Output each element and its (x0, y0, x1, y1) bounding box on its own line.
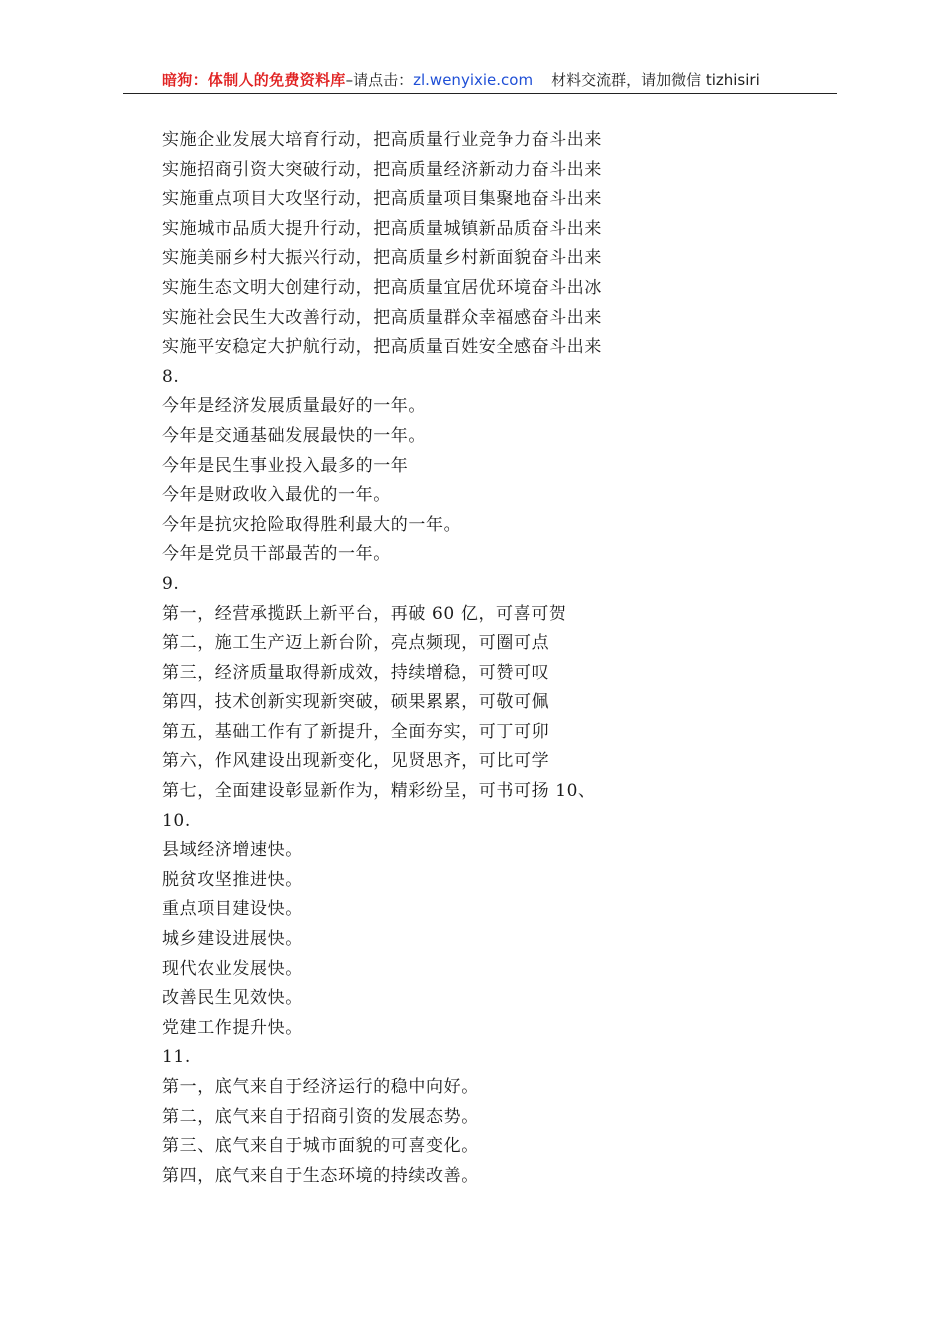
text-line: 县域经济增速快。 (162, 840, 303, 861)
text-line: 今年是抗灾抢险取得胜利最大的一年。 (162, 514, 462, 535)
section-11 (162, 1043, 882, 1191)
text-line: 实施企业发展大培育行动，把高质量行业竞争力奋斗出来 (162, 130, 602, 150)
text-line: 第一，底气来自于经济运行的稳中向好。 (162, 1077, 479, 1097)
header-contact: 材料交流群，请加微信 tizhisiri (551, 71, 760, 89)
text-line: 今年是民生事业投入最多的一年 (162, 455, 409, 476)
text-line: 今年是交通基础发展最快的一年。 (162, 425, 426, 446)
text-line: 今年是经济发展质量最好的一年。 (162, 396, 426, 417)
section-number: 11. (162, 1047, 191, 1068)
text-line: 现代农业发展快。 (162, 958, 303, 979)
text-line: 第五，基础工作有了新提升，全面夯实，可丁可卯 (162, 721, 550, 742)
section-10 (162, 807, 882, 1044)
text-line: 实施美丽乡村大振兴行动，把高质量乡村新面貌奋斗出来 (162, 248, 602, 269)
section-9 (162, 570, 882, 807)
text-line: 实施社会民生大改善行动，把高质量群众幸福感奋斗出来 (162, 307, 602, 328)
section-number: 8. (162, 366, 180, 387)
section-number: 9. (162, 573, 180, 594)
text-line: 实施平安稳定大护航行动，把高质量百姓安全感奋斗出来 (162, 337, 602, 358)
section-8 (162, 363, 882, 570)
header-brand: 暗狗：体制人的免费资料库 (162, 71, 346, 89)
text-line: 脱贫攻坚推进快。 (162, 869, 303, 890)
text-line: 重点项目建设快。 (162, 899, 303, 920)
text-line: 实施招商引资大突破行动，把高质量经济新动力奋斗出来 (162, 159, 602, 180)
text-line: 第七，全面建设彰显新作为，精彩纷呈，可书可扬 10、 (162, 781, 596, 802)
header-banner (162, 70, 760, 90)
text-line: 第三、底气来自于城市面貌的可喜变化。 (162, 1136, 479, 1157)
text-line: 城乡建设进展快。 (162, 929, 303, 950)
section-7-continuation (162, 126, 882, 363)
text-line: 第一，经营承揽跃上新平台，再破 60 亿，可喜可贺 (162, 603, 567, 624)
page-header (0, 66, 950, 94)
text-line: 第六，作风建设出现新变化，见贤思齐，可比可学 (162, 751, 550, 772)
text-line: 实施生态文明大创建行动，把高质量宜居优环境奋斗出冰 (162, 277, 602, 298)
text-line: 第三，经济质量取得新成效，持续增稳，可赞可叹 (162, 662, 550, 683)
section-number: 10. (162, 810, 191, 831)
text-line: 实施城市品质大提升行动，把高质量城镇新品质奋斗出来 (162, 218, 602, 239)
header-link[interactable]: zl.wenyixie.com (413, 71, 534, 89)
header-prompt: –请点击： (345, 71, 414, 89)
text-line: 第二，施工生产迈上新台阶，亮点频现，可圈可点 (162, 633, 550, 654)
document-body (162, 126, 882, 1191)
text-line: 党建工作提升快。 (162, 1017, 303, 1038)
text-line: 今年是党员干部最苦的一年。 (162, 544, 391, 565)
header-divider (123, 93, 837, 94)
text-line: 改善民生见效快。 (162, 988, 303, 1009)
text-line: 第二，底气来自于招商引资的发展态势。 (162, 1106, 479, 1127)
text-line: 今年是财政收入最优的一年。 (162, 485, 391, 506)
text-line: 第四，底气来自于生态环境的持续改善。 (162, 1165, 479, 1186)
text-line: 第四，技术创新实现新突破，硕果累累，可敬可佩 (162, 692, 550, 713)
text-line: 实施重点项目大攻坚行动，把高质量项目集聚地奋斗出来 (162, 189, 602, 210)
